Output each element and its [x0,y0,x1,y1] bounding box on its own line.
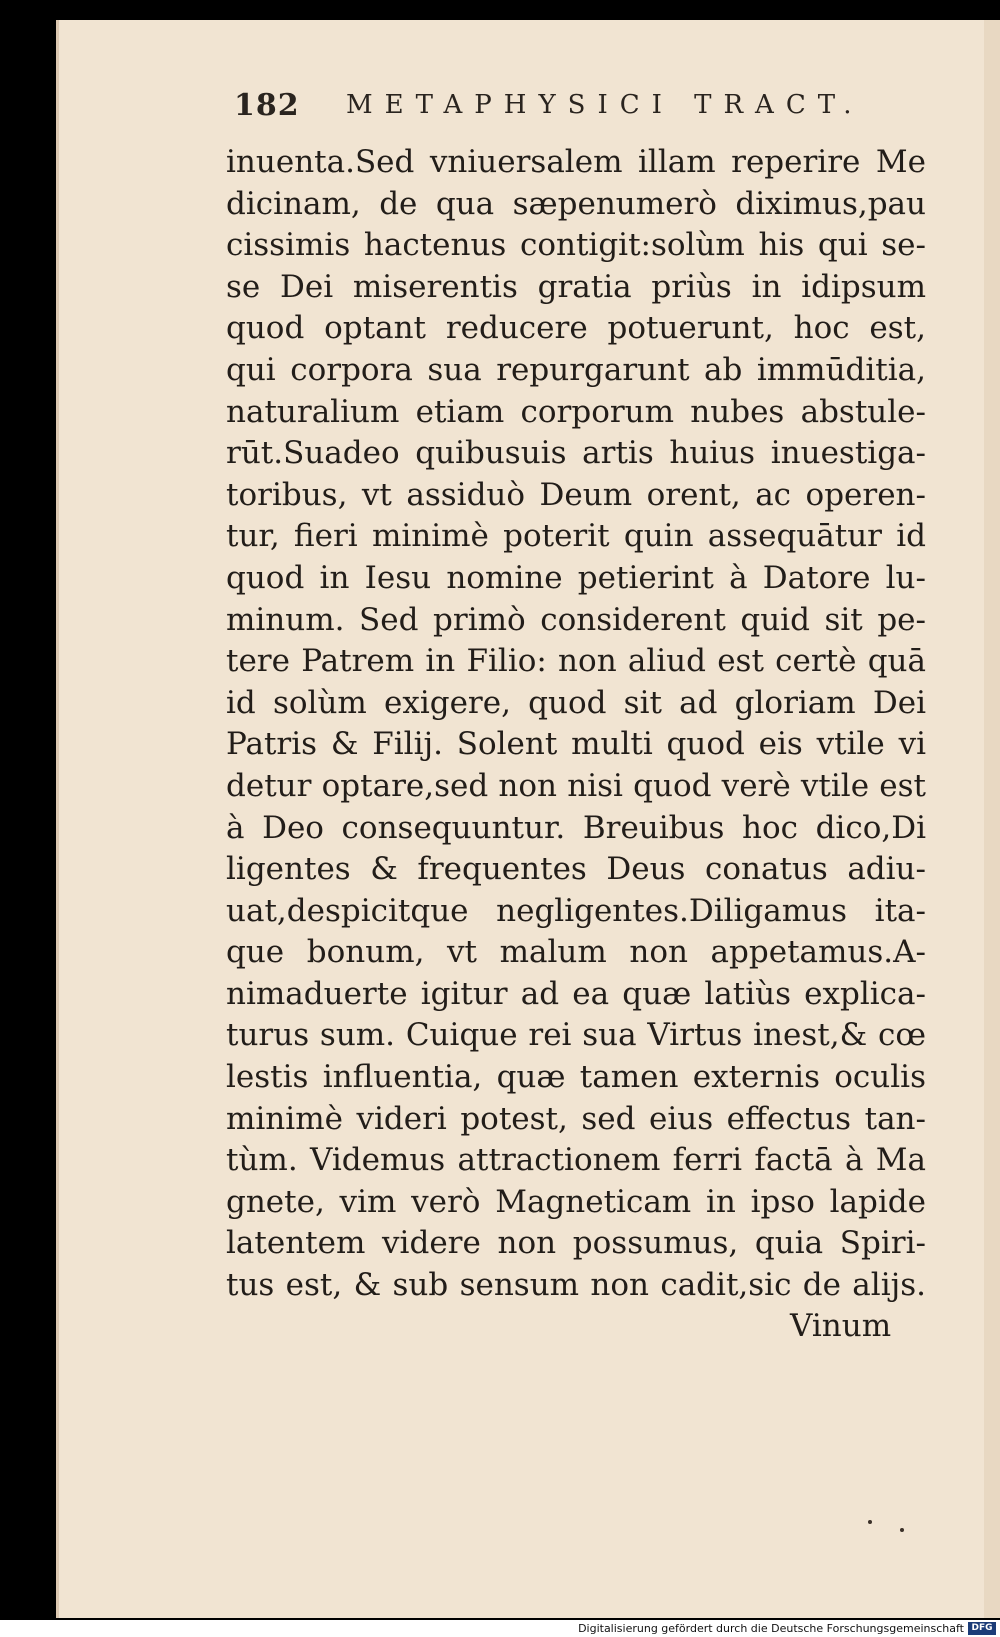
page-number: 182 [234,88,300,123]
dfg-logo: DFG [968,1622,996,1635]
text-line: tùm. Videmus attractionem ferri factā à Ma [226,1142,926,1179]
text-line: minimè videri potest, sed eius effectus tan- [226,1100,926,1137]
text-line: que bonum, vt malum non appetamus.A- [226,934,926,971]
text-line: minum. Sed primò considerent quid sit pe- [226,601,926,638]
funding-credit: Digitalisierung gefördert durch die Deutsche Forschungsgemeinschaft [578,1622,964,1635]
text-line: quod optant reducere potuerunt, hoc est, [226,310,926,347]
text-line: se Dei miserentis gratia priùs in idipsum [226,268,926,305]
text-line: gnete, vim verò Magneticam in ipso lapide [226,1183,926,1220]
ink-speck [900,1528,904,1532]
text-line: quod in Iesu nomine petierint à Datore lu- [226,559,926,596]
text-line: tere Patrem in Filio: non aliud est certè quā [226,643,926,680]
text-line: toribus, vt assiduò Deum orent, ac operen- [226,476,926,513]
text-line: lestis influentia, quæ tamen externis oculis [226,1059,926,1096]
page-edge [984,20,1000,1618]
text-line: qui corpora sua repurgarunt ab immūditia, [226,351,926,388]
text-line: Patris & Filij. Solent multi quod eis vtile vi [226,726,926,763]
text-line: latentem videre non possumus, quia Spiri- [226,1225,926,1262]
body-text [226,142,926,1307]
text-line: uat,despicitque negligentes.Diligamus ita- [226,892,926,929]
text-line: tus est, & sub sensum non cadit,sic de alijs. [226,1267,926,1304]
text-line: ligentes & frequentes Deus conatus adiu- [226,851,926,888]
running-head: METAPHYSICI TRACT. [346,90,864,120]
catchword: Vinum [790,1308,892,1344]
text-line: cissimis hactenus contigit:solùm his qui se- [226,227,926,264]
text-line: turus sum. Cuique rei sua Virtus inest,& cœ [226,1017,926,1054]
text-line: inuenta.Sed vniuersalem illam reperire Me [226,144,926,180]
text-line: naturalium etiam corporum nubes abstule- [226,393,926,430]
text-line: nimaduerte igitur ad ea quæ latiùs explica- [226,975,926,1012]
text-line: detur optare,sed non nisi quod verè vtile est [226,767,926,804]
text-line: dicinam, de qua sæpenumerò diximus,pau [226,185,926,222]
text-line: rūt.Suadeo quibusuis artis huius inuestiga- [226,435,926,472]
text-line: tur, fieri minimè poterit quin assequātur id [226,518,926,555]
text-line: à Deo consequuntur. Breuibus hoc dico,Di [226,809,926,846]
page-header [234,88,934,128]
digitization-footer [0,1620,1000,1637]
ink-speck [868,1520,872,1524]
text-line: id solùm exigere, quod sit ad gloriam Dei [226,684,926,721]
